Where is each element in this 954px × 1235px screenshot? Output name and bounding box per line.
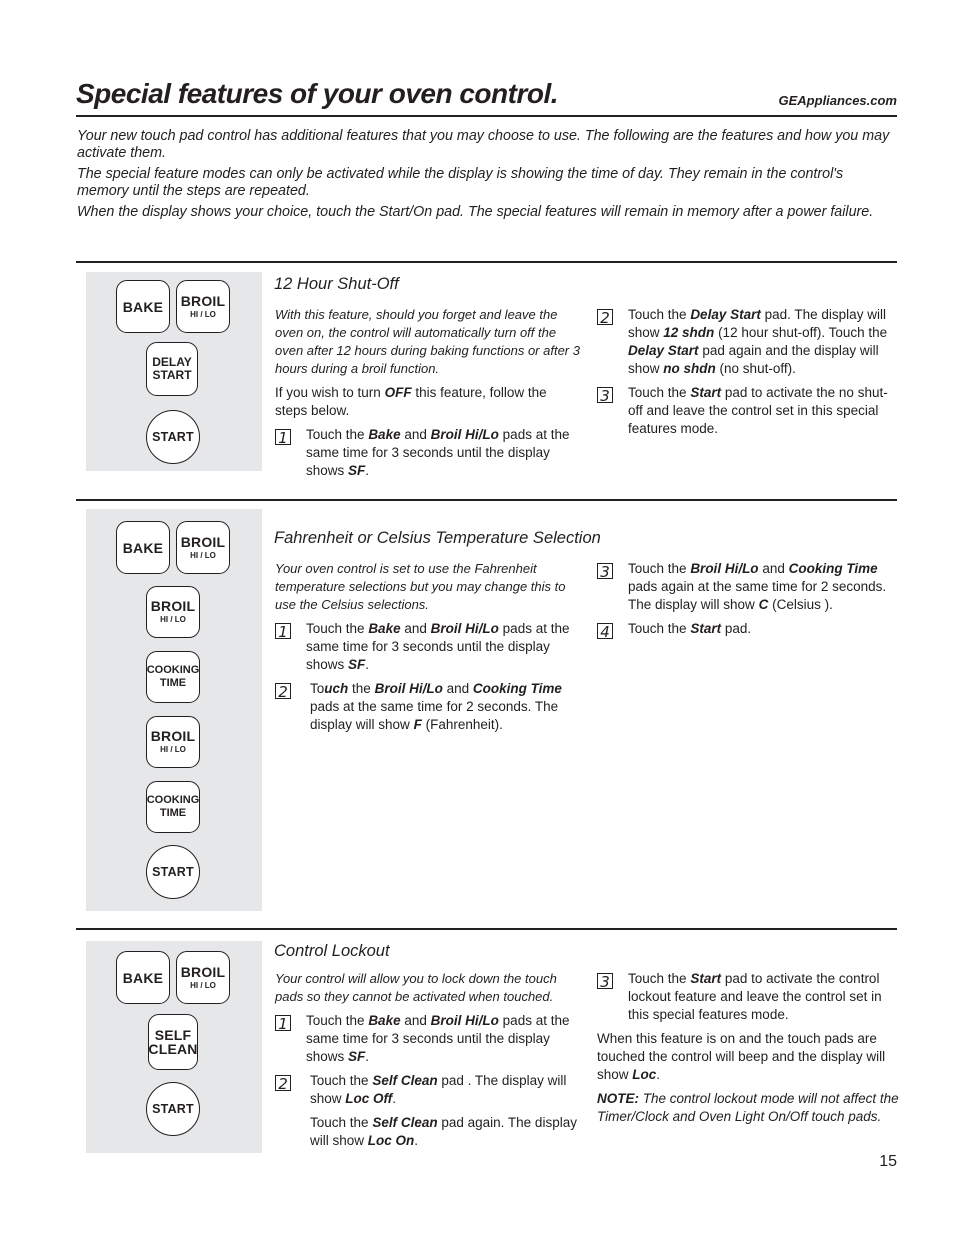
lockout-step-3: 3 Touch the Start pad to activate the control lockout feature and leave the control set in this special features mode. bbox=[597, 970, 902, 1024]
step-number: 2 bbox=[597, 309, 613, 325]
section-rule bbox=[76, 261, 897, 263]
step-number: 3 bbox=[597, 563, 613, 579]
lockout-step-2: 2 Touch the Self Clean pad . The display will show Loc Off. bbox=[275, 1072, 580, 1108]
step-number: 2 bbox=[275, 1075, 291, 1091]
temperature-step-3: 3 Touch the Broil Hi/Lo and Cooking Time pads again at the same time for 2 seconds. The display will show C (Celsius ). bbox=[597, 560, 902, 614]
lockout-step-1: 1 Touch the Bake and Broil Hi/Lo pads at the same time for 3 seconds until the display shows SF. bbox=[275, 1012, 580, 1066]
temperature-column-right bbox=[597, 560, 902, 641]
bake-pad: BAKE bbox=[116, 521, 170, 574]
broil-hilo-pad: BROIL HI / LO bbox=[176, 951, 230, 1004]
header-rule bbox=[76, 115, 897, 117]
section-title-lockout: Control Lockout bbox=[274, 942, 390, 960]
bake-pad: BAKE bbox=[116, 280, 170, 333]
step-number: 3 bbox=[597, 973, 613, 989]
website-label: GEAppliances.com bbox=[778, 93, 897, 108]
cooking-time-pad: COOKING TIME bbox=[146, 651, 200, 703]
self-clean-pad: SELF CLEAN bbox=[148, 1014, 198, 1070]
bake-pad: BAKE bbox=[116, 951, 170, 1004]
broil-hilo-pad: BROIL HI / LO bbox=[176, 280, 230, 333]
shutoff-column-right bbox=[597, 306, 902, 438]
temperature-step-4: 4 Touch the Start pad. bbox=[597, 620, 902, 638]
keypad-panel-temperature bbox=[86, 509, 262, 911]
shutoff-step-1: 1 Touch the Bake and Broil Hi/Lo pads at the same time for 3 seconds until the display shows SF. bbox=[275, 426, 580, 480]
lockout-when-text: When this feature is on and the touch pads are touched the control will beep and the display will show Loc. bbox=[597, 1031, 886, 1082]
keypad-panel-lockout bbox=[86, 941, 262, 1153]
intro-paragraph: Your new touch pad control has additional features that you may choose to use. The following are the features and how you may activate them. bbox=[77, 128, 890, 161]
section-title-shutoff: 12 Hour Shut-Off bbox=[274, 275, 399, 293]
shutoff-step-3: 3 Touch the Start pad to activate the no shut-off and leave the control set in this special features mode. bbox=[597, 384, 902, 438]
step-number: 1 bbox=[275, 1015, 291, 1031]
keypad-panel-shutoff bbox=[86, 272, 262, 471]
broil-hilo-pad: BROIL HI / LO bbox=[146, 716, 200, 768]
step-number: 1 bbox=[275, 623, 291, 639]
intro-text bbox=[77, 128, 897, 225]
lockout-note: NOTE: The control lockout mode will not affect the Timer/Clock and Oven Light On/Off touch pads. bbox=[597, 1091, 899, 1124]
page-number: 15 bbox=[879, 1153, 897, 1170]
delay-start-pad: DELAY START bbox=[146, 342, 198, 396]
step-number: 2 bbox=[275, 683, 291, 699]
lockout-step-2-continued: Touch the Self Clean pad again. The display will show Loc On. bbox=[310, 1115, 577, 1148]
temperature-intro: Your oven control is set to use the Fahrenheit temperature selections but you may change this to use the Celsius selections. bbox=[275, 561, 566, 612]
temperature-step-2: 2 Touch the Broil Hi/Lo and Cooking Time pads at the same time for 2 seconds. The display will show F (Fahrenheit). bbox=[275, 680, 580, 734]
temperature-column-left bbox=[275, 560, 580, 734]
intro-paragraph: The special feature modes can only be activated while the display is showing the time of day. They remain in the control's memory until the steps are repeated. bbox=[77, 166, 844, 199]
temperature-step-1: 1 Touch the Bake and Broil Hi/Lo pads at the same time for 3 seconds until the display shows SF. bbox=[275, 620, 580, 674]
section-rule bbox=[76, 499, 897, 501]
start-pad: START bbox=[146, 410, 200, 464]
lockout-column-right bbox=[597, 970, 902, 1126]
shutoff-column-left bbox=[275, 306, 580, 480]
broil-hilo-pad: BROIL HI / LO bbox=[176, 521, 230, 574]
cooking-time-pad: COOKING TIME bbox=[146, 781, 200, 833]
shutoff-step-2: 2 Touch the Delay Start pad. The display will show 12 shdn (12 hour shut-off). Touch the Delay Start pad again and the display will show no shdn (no shut-off). bbox=[597, 306, 902, 378]
step-number: 4 bbox=[597, 623, 613, 639]
lockout-column-left bbox=[275, 970, 580, 1150]
start-pad: START bbox=[146, 845, 200, 899]
shutoff-turnoff-text: If you wish to turn OFF this feature, follow the steps below. bbox=[275, 385, 547, 418]
intro-paragraph: When the display shows your choice, touch the Start/On pad. The special features will remain in memory after a power failure. bbox=[77, 204, 874, 220]
step-number: 1 bbox=[275, 429, 291, 445]
page-title: Special features of your oven control. bbox=[76, 78, 559, 109]
shutoff-intro: With this feature, should you forget and leave the oven on, the control will automatically turn off the oven after 12 hours during baking functions or after 3 hours during a broil function. bbox=[275, 307, 580, 376]
broil-hilo-pad: BROIL HI / LO bbox=[146, 586, 200, 638]
step-number: 3 bbox=[597, 387, 613, 403]
section-title-temperature: Fahrenheit or Celsius Temperature Selection bbox=[274, 529, 601, 547]
start-pad: START bbox=[146, 1082, 200, 1136]
section-rule bbox=[76, 928, 897, 930]
lockout-intro: Your control will allow you to lock down the touch pads so they cannot be activated when touched. bbox=[275, 971, 557, 1004]
